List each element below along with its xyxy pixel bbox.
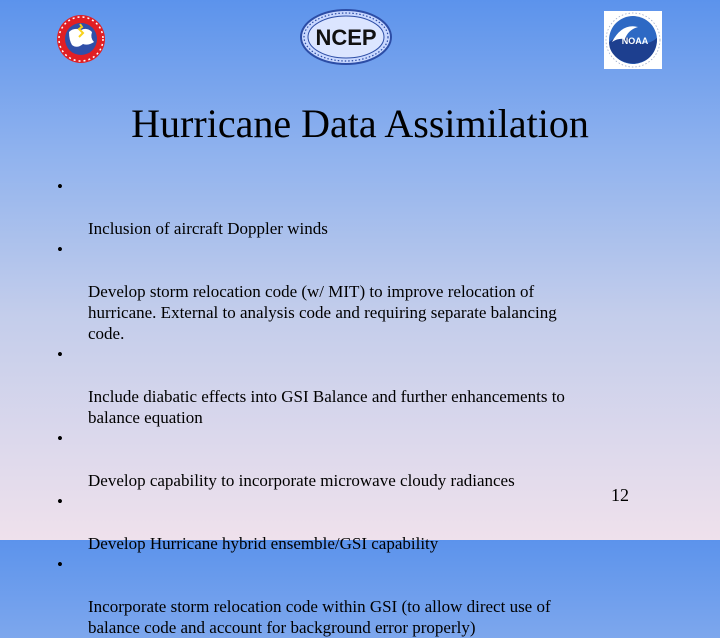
bullet-icon: •: [57, 240, 63, 259]
slide-title: Hurricane Data Assimilation: [131, 101, 589, 146]
bullet-icon: •: [57, 345, 63, 364]
bullet-text: Inclusion of aircraft Doppler winds: [88, 219, 328, 238]
bullet-text: Develop storm relocation code (w/ MIT) to improve relocation of hurricane. External to analysis code and requiring separate balancing code.: [88, 282, 557, 343]
bullet-icon: •: [57, 429, 63, 448]
nws-logo-graphic: [52, 13, 110, 65]
bullet-item: [57, 176, 657, 239]
noaa-logo: [604, 11, 662, 69]
ncep-logo-label: NCEP: [315, 25, 377, 50]
bullet-item: [57, 491, 657, 554]
bullet-item: [57, 239, 657, 344]
page-number: 12: [611, 485, 629, 505]
bullet-item: [57, 344, 657, 428]
bullet-text: Incorporate storm relocation code within GSI (to allow direct use of balance code and account for background error properly): [88, 597, 551, 637]
bullet-list: [57, 176, 657, 638]
nws-logo: [52, 13, 110, 65]
bullet-icon: •: [57, 555, 63, 574]
bullet-item: [57, 554, 657, 638]
noaa-logo-graphic: [604, 11, 662, 69]
bullet-icon: •: [57, 177, 63, 196]
bullet-icon: •: [57, 492, 63, 511]
bullet-item: [57, 428, 657, 491]
noaa-logo-label: NOAA: [621, 36, 649, 46]
ncep-logo-graphic: [298, 8, 394, 66]
bullet-text: Include diabatic effects into GSI Balance and further enhancements to balance equation: [88, 387, 565, 427]
bullet-text: Develop capability to incorporate microwave cloudy radiances: [88, 471, 515, 490]
bullet-text: Develop Hurricane hybrid ensemble/GSI capability: [88, 534, 439, 553]
ncep-logo: [298, 8, 394, 66]
